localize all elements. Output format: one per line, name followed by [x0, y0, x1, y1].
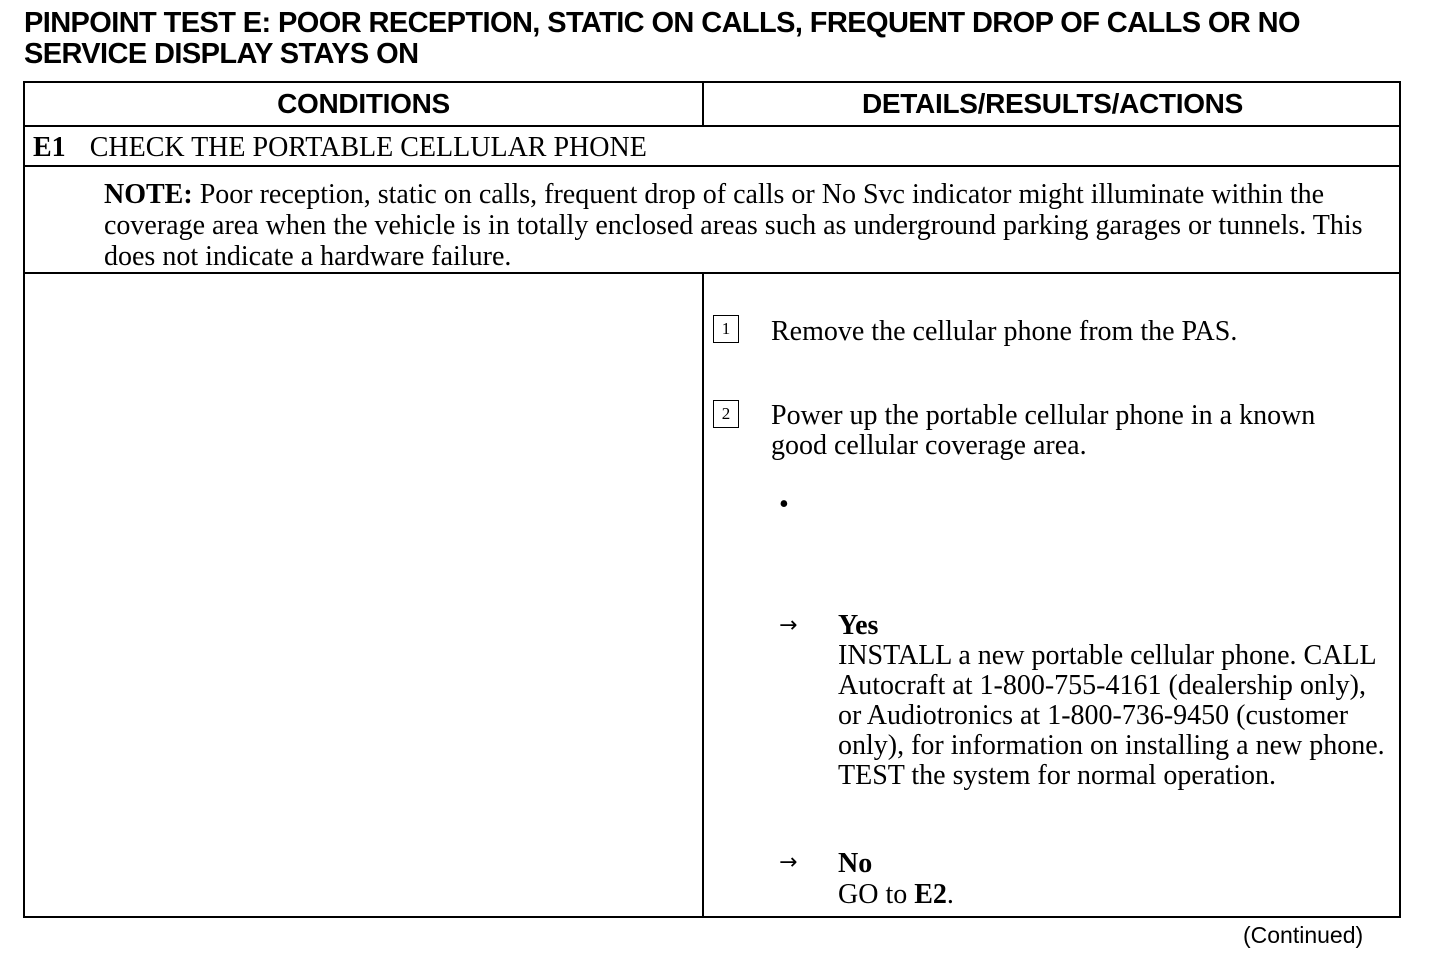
note-label: NOTE:	[104, 179, 193, 210]
step-title: CHECK THE PORTABLE CELLULAR PHONE	[89, 132, 647, 163]
yes-text: INSTALL a new portable cellular phone. CALL Autocraft at 1-800-755-4161 (dealership only), or Audiotronics at 1-800-736-9450 (customer only), for information on installing a new phone. TEST the system for normal operation.	[838, 640, 1385, 791]
note-text: Poor reception, static on calls, frequent drop of calls or No Svc indicator might illuminate within the coverage area when the vehicle is in totally enclosed areas such as underground parking garages or tunnels. This does not indicate a hardware failure.	[104, 179, 1363, 272]
step-id: E1	[33, 132, 66, 163]
yes-arrow-icon: →	[779, 613, 798, 638]
yes-label: Yes	[838, 610, 879, 641]
no-text	[838, 880, 1338, 910]
header-divider	[702, 83, 704, 125]
no-text-prefix: GO to	[838, 879, 915, 910]
step-row	[33, 132, 647, 164]
conditions-cell	[25, 274, 702, 918]
step-number-box-2: 2	[713, 400, 739, 428]
page-title	[24, 8, 1424, 70]
step-number-box-1: 1	[713, 315, 739, 343]
no-label: No	[838, 848, 873, 879]
action-2-text: Power up the portable cellular phone in a known good cellular coverage area.	[771, 400, 1316, 461]
body-divider	[702, 274, 704, 918]
continued-note: (Continued)	[1243, 922, 1364, 948]
no-text-suffix: .	[946, 879, 954, 910]
pinpoint-table	[23, 81, 1401, 918]
title-line-2: SERVICE DISPLAY STAYS ON	[24, 38, 419, 70]
no-arrow-icon: →	[779, 850, 798, 875]
step-row-bottom-rule	[25, 165, 1399, 167]
details-header: DETAILS/RESULTS/ACTIONS	[862, 88, 1243, 119]
question-bullet: •	[779, 489, 789, 520]
title-line-1: PINPOINT TEST E: POOR RECEPTION, STATIC ON CALLS, FREQUENT DROP OF CALLS OR NO	[24, 7, 1300, 39]
note	[104, 179, 1384, 272]
action-1-text: Remove the cellular phone from the PAS.	[771, 316, 1238, 347]
conditions-header: CONDITIONS	[277, 88, 450, 119]
header-bottom-rule	[25, 125, 1399, 127]
no-text-ref: E2	[914, 879, 947, 910]
